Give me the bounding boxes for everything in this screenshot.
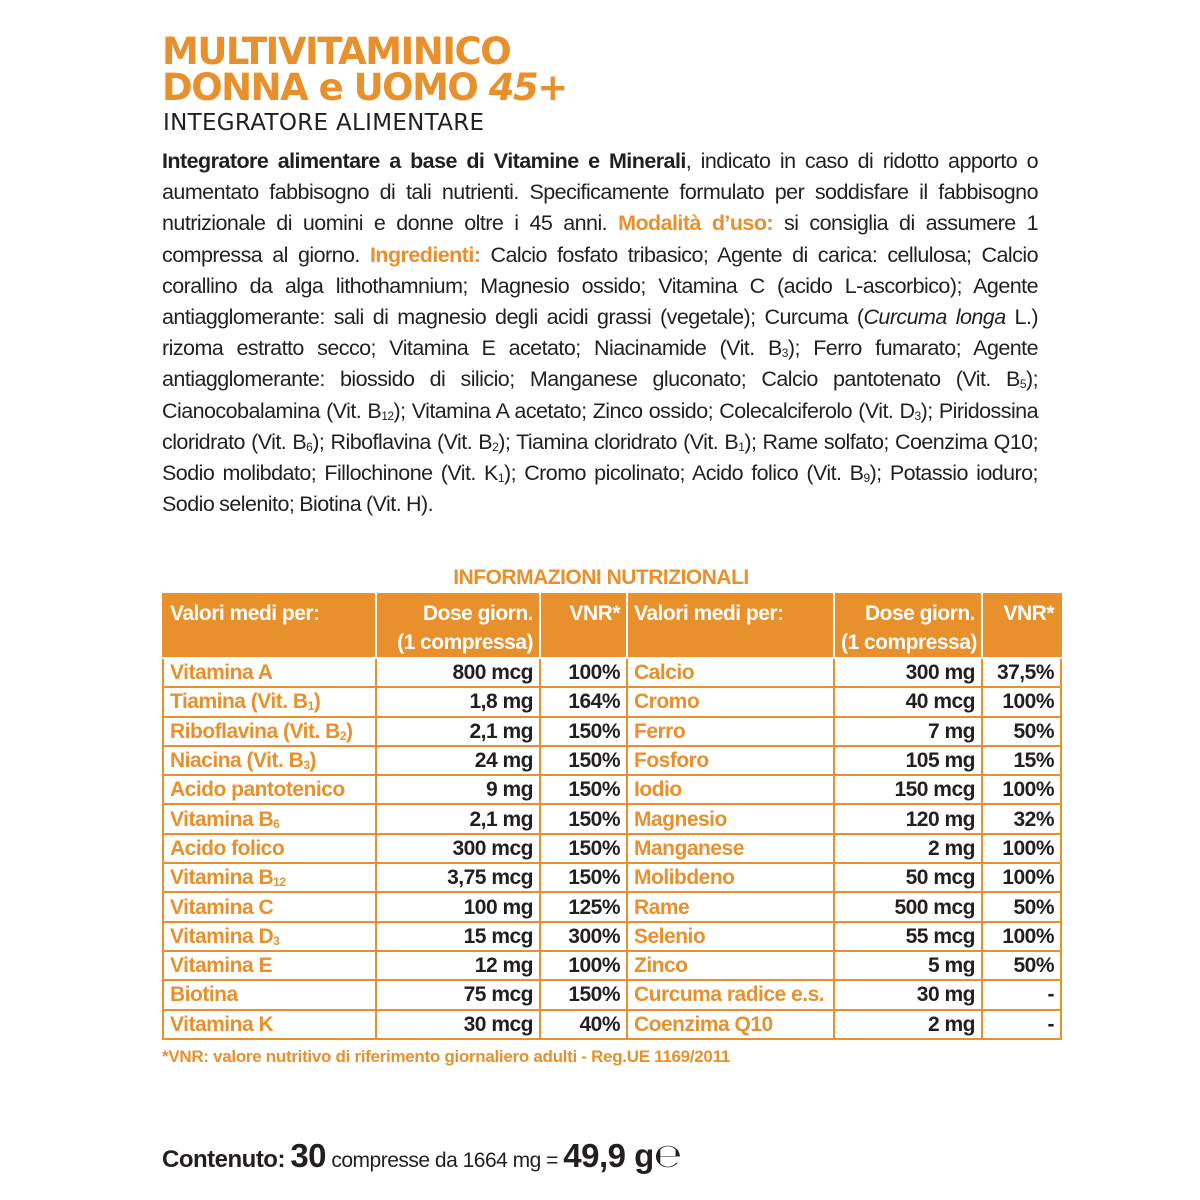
- table-row: [163, 746, 1061, 775]
- nutrient-name: Vitamina $B_6$: [163, 804, 376, 833]
- ing-part: ); Cromo picolinato; Acido folico (Vit. B: [503, 461, 864, 486]
- contents-label: Contenuto:: [162, 1146, 285, 1173]
- nutrient-name: Vitamina C: [163, 892, 376, 921]
- ing-sub: 3: [781, 346, 788, 361]
- nutrient-dose: 500 mcg: [834, 892, 982, 921]
- title-age: 45+: [488, 66, 567, 109]
- ingredients-label: Ingredienti:: [369, 242, 481, 267]
- contents-count: 30: [290, 1137, 327, 1174]
- nutrient-name: Vitamina E: [163, 951, 376, 980]
- nutrient-dose: 9 mg: [376, 775, 540, 804]
- nutrient-dose: 24 mg: [376, 746, 540, 775]
- table-row: [163, 863, 1061, 892]
- ing-italic: Curcuma longa: [863, 305, 1006, 330]
- table-row: [163, 951, 1061, 980]
- ing-part: ); Cianocobalamina (Vit. B: [162, 367, 1038, 423]
- ing-sub: 1: [738, 439, 745, 454]
- nutrient-name: Riboflavina (Vit. $B_2$): [163, 717, 376, 746]
- ing-part: ); Rame solfato; Coenzima Q10; Sodio molibdato; Fillochinone (Vit. K: [162, 429, 1038, 486]
- nutrient-name: Vitamina K: [163, 1010, 376, 1039]
- nutrient-vnr: 150%: [540, 746, 627, 775]
- nutrient-vnr: 125%: [540, 892, 627, 921]
- ing-sub: 6: [306, 439, 313, 454]
- vnr-footnote: *VNR: valore nutritivo di riferimento giornaliero adulti - Reg.UE 1169/2011: [162, 1047, 730, 1066]
- nutrient-dose: 15 mcg: [376, 922, 540, 951]
- table-row: [163, 658, 1061, 687]
- title-line-1: MULTIVITAMINICO: [162, 30, 511, 73]
- header-dose-line2: (1 compressa): [397, 631, 533, 654]
- ing-part: ); Potassio ioduro; Sodio selenito; Biotina (Vit. H).: [162, 461, 1038, 517]
- nutrient-name: Vitamina A: [163, 658, 376, 687]
- nutrient-dose: 2,1 mg: [376, 717, 540, 746]
- nutrient-name: Cromo: [627, 687, 834, 716]
- ing-sub: 1: [497, 471, 504, 486]
- package-contents: [162, 1134, 682, 1183]
- nutrient-name: Curcuma radice e.s.: [627, 980, 834, 1009]
- nutrient-dose: 2,1 mg: [376, 804, 540, 833]
- nutrient-dose: 40 mcg: [834, 687, 982, 716]
- ing-sub: 9: [863, 471, 870, 486]
- nutrient-dose: 105 mg: [834, 746, 982, 775]
- header-dose-line2: (1 compressa): [841, 631, 977, 654]
- nutrient-dose: 50 mcg: [834, 863, 982, 892]
- table-row: [163, 775, 1061, 804]
- header-dose: [376, 594, 540, 658]
- table-row: [163, 834, 1061, 863]
- table-row: [163, 717, 1061, 746]
- nutrition-table-body: [163, 658, 1061, 1039]
- nutrient-name: Tiamina (Vit. $B_1$): [163, 687, 376, 716]
- nutrient-dose: 7 mg: [834, 717, 982, 746]
- table-row: [163, 980, 1061, 1009]
- nutrient-name: Acido pantotenico: [163, 775, 376, 804]
- nutrient-name: Calcio: [627, 658, 834, 687]
- nutrient-name: Acido folico: [163, 834, 376, 863]
- nutrient-dose: 5 mg: [834, 951, 982, 980]
- table-row: [163, 687, 1061, 716]
- table-row: [163, 804, 1061, 833]
- header-vnr: VNR*: [540, 594, 627, 658]
- nutrient-vnr: 50%: [982, 717, 1061, 746]
- estimated-sign-icon: ℮: [653, 1136, 682, 1175]
- nutrient-vnr: 50%: [982, 892, 1061, 921]
- nutrient-vnr: -: [982, 980, 1061, 1009]
- nutrient-name: Zinco: [627, 951, 834, 980]
- nutrient-vnr: 150%: [540, 980, 627, 1009]
- ing-sub: 5: [1019, 377, 1026, 392]
- nutrient-name: Manganese: [627, 834, 834, 863]
- nutrient-vnr: 100%: [982, 834, 1061, 863]
- header-name: Valori medi per:: [163, 594, 376, 658]
- nutrient-name: Vitamina $D_3$: [163, 922, 376, 951]
- nutrient-name: Fosforo: [627, 746, 834, 775]
- nutrient-dose: 2 mg: [834, 1010, 982, 1039]
- usage-text: si consiglia di assumere 1 compressa al giorno.: [162, 211, 1038, 267]
- contents-text: compresse da 1664 mg =: [326, 1149, 564, 1172]
- nutrient-name: Coenzima Q10: [627, 1010, 834, 1039]
- nutrient-vnr: 164%: [540, 687, 627, 716]
- product-subtitle: INTEGRATORE ALIMENTARE: [163, 110, 485, 136]
- ing-part: ); Piridossina cloridrato (Vit. B: [162, 398, 1038, 454]
- nutrient-name: Molibdeno: [627, 863, 834, 892]
- nutrient-dose: 100 mg: [376, 892, 540, 921]
- nutrient-name: Magnesio: [627, 804, 834, 833]
- table-row: [163, 1010, 1061, 1039]
- header-vnr: VNR*: [982, 594, 1061, 658]
- nutrient-name: Rame: [627, 892, 834, 921]
- ingredients-text: [162, 243, 1038, 517]
- table-row: [163, 892, 1061, 921]
- nutrient-dose: 55 mcg: [834, 922, 982, 951]
- ing-sub: 12: [381, 408, 394, 423]
- ing-sub: 2: [492, 439, 499, 454]
- table-header-row: [163, 594, 1061, 658]
- nutrient-vnr: 15%: [982, 746, 1061, 775]
- nutrient-dose: 300 mcg: [376, 834, 540, 863]
- ing-part: Calcio fosfato tribasico; Agente di carica: cellulosa; Calcio corallino da alga lithothamnium; Magnesio ossido; Vitamina C (acido L-ascorbico); Agente antiagglomerante: sali di magnesio degli acidi grassi (vegetale); Curcuma (: [162, 242, 1038, 330]
- nutrition-table: [162, 593, 1062, 1040]
- header-dose-line1: Dose giorn.: [864, 602, 975, 625]
- nutrient-dose: 150 mcg: [834, 775, 982, 804]
- nutrient-vnr: 100%: [982, 863, 1061, 892]
- nutrition-title: INFORMAZIONI NUTRIZIONALI: [453, 566, 749, 589]
- nutrient-vnr: 100%: [982, 922, 1061, 951]
- nutrient-vnr: 100%: [982, 687, 1061, 716]
- nutrient-dose: 3,75 mcg: [376, 863, 540, 892]
- title-gender: DONNA e UOMO: [162, 66, 478, 109]
- nutrient-dose: 12 mg: [376, 951, 540, 980]
- ing-part: L.) rizoma estratto secco; Vitamina E acetato; Niacinamide (Vit. B: [162, 305, 1038, 361]
- nutrient-dose: 120 mg: [834, 804, 982, 833]
- nutrient-vnr: 37,5%: [982, 658, 1061, 687]
- nutrient-dose: 30 mg: [834, 980, 982, 1009]
- nutrient-vnr: 100%: [540, 951, 627, 980]
- nutrient-name: Biotina: [163, 980, 376, 1009]
- nutrient-dose: 800 mcg: [376, 658, 540, 687]
- intro-bold: Integratore alimentare a base di Vitamine e Minerali: [162, 149, 686, 173]
- nutrient-dose: 30 mcg: [376, 1010, 540, 1039]
- nutrient-name: Selenio: [627, 922, 834, 951]
- nutrient-vnr: 150%: [540, 834, 627, 863]
- nutrient-vnr: 100%: [540, 658, 627, 687]
- nutrient-dose: 1,8 mg: [376, 687, 540, 716]
- ing-part: ); Riboflavina (Vit. B: [312, 429, 493, 454]
- ing-part: ); Tiamina cloridrato (Vit. B: [498, 429, 739, 454]
- nutrient-vnr: -: [982, 1010, 1061, 1039]
- nutrient-vnr: 40%: [540, 1010, 627, 1039]
- nutrient-vnr: 150%: [540, 804, 627, 833]
- nutrient-vnr: 100%: [982, 775, 1061, 804]
- nutrient-vnr: 50%: [982, 951, 1061, 980]
- product-title: [162, 30, 567, 109]
- nutrient-vnr: 32%: [982, 804, 1061, 833]
- contents-total: 49,9 g: [563, 1137, 654, 1174]
- nutrient-dose: 2 mg: [834, 834, 982, 863]
- ing-sub: 3: [914, 408, 921, 423]
- nutrient-vnr: 150%: [540, 775, 627, 804]
- header-name: Valori medi per:: [627, 594, 834, 658]
- product-description: [162, 146, 1038, 520]
- nutrient-name: Ferro: [627, 717, 834, 746]
- nutrient-vnr: 150%: [540, 863, 627, 892]
- nutrient-name: Niacina (Vit. $B_3$): [163, 746, 376, 775]
- nutrient-name: Iodio: [627, 775, 834, 804]
- nutrient-vnr: 300%: [540, 922, 627, 951]
- ing-part: ); Vitamina A acetato; Zinco ossido; Colecalciferolo (Vit. D: [393, 398, 915, 423]
- nutrient-name: Vitamina $B_{12}$: [163, 863, 376, 892]
- nutrient-dose: 300 mg: [834, 658, 982, 687]
- usage-label: Modalità d’uso:: [618, 211, 774, 236]
- header-dose-line1: Dose giorn.: [422, 602, 533, 625]
- nutrient-vnr: 150%: [540, 717, 627, 746]
- header-dose: [834, 594, 982, 658]
- title-line-2: [162, 66, 567, 109]
- intro-text: , indicato in caso di ridotto apporto o aumentato fabbisogno di tali nutrienti. Specificamente formulato per soddisfare il fabbisogno nutrizionale di uomini e donne oltre i 45 anni.: [162, 149, 1038, 236]
- table-row: [163, 922, 1061, 951]
- nutrient-dose: 75 mcg: [376, 980, 540, 1009]
- ing-part: ); Ferro fumarato; Agente antiagglomerante: biossido di silicio; Manganese gluconato; Calcio pantotenato (Vit. B: [162, 336, 1038, 392]
